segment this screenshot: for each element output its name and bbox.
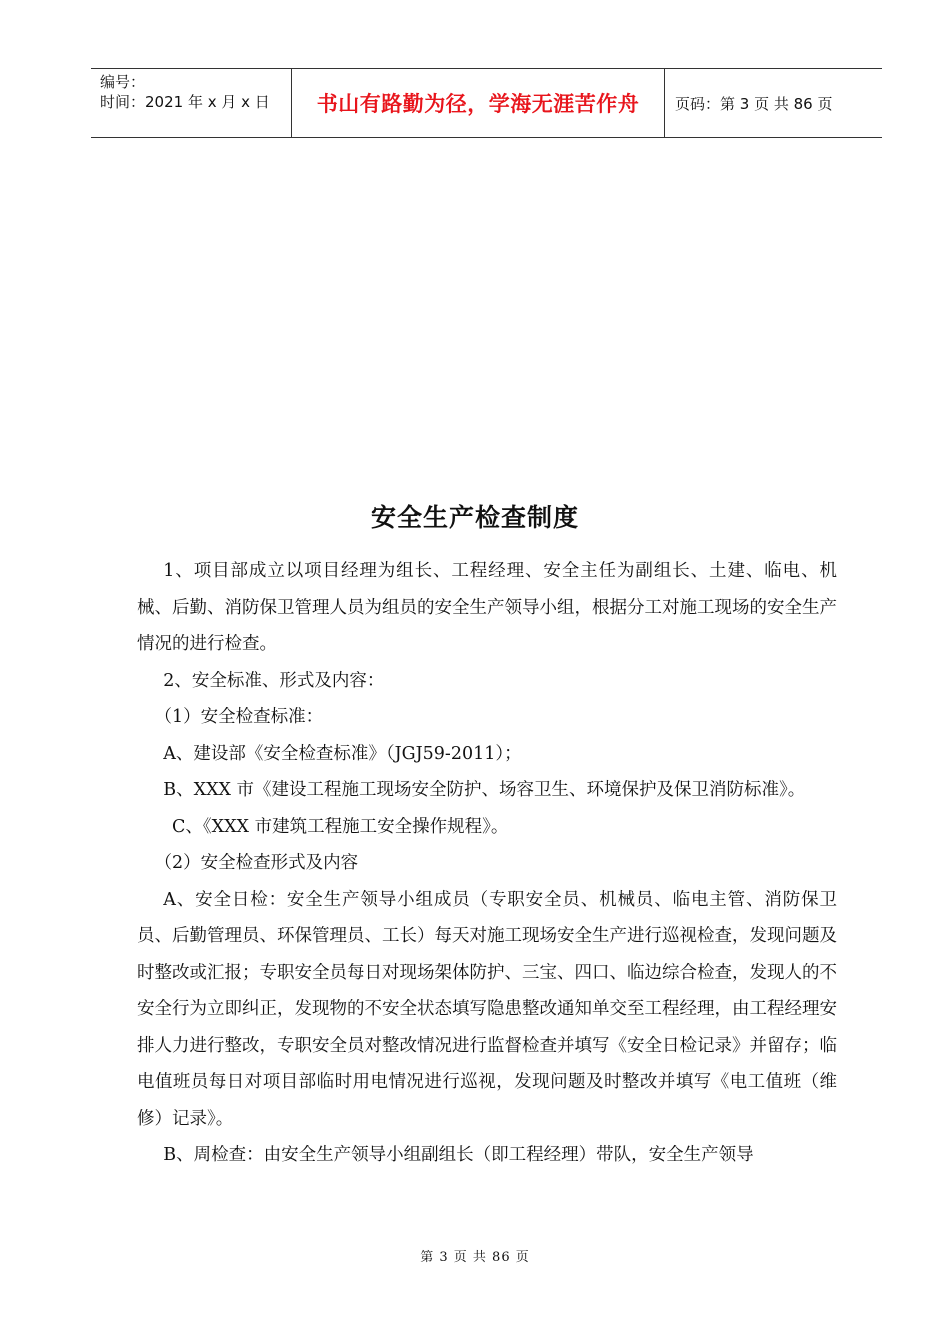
header-motto: 书山有路勤为径，学海无涯苦作舟 — [292, 69, 665, 137]
page-header — [91, 68, 882, 138]
paragraph: 2、安全标准、形式及内容： — [163, 670, 385, 691]
paragraph: B、周检查：由安全生产领导小组副组长（即工程经理）带队，安全生产领导 — [163, 1145, 754, 1165]
document-title: 安全生产检查制度 — [370, 503, 579, 532]
page-footer: 第 3 页 共 86 页 — [420, 1250, 530, 1265]
paragraph: A、安全日检：安全生产领导小组成员（专职安全员、机械员、临电主管、消防保卫员、后勤管理员、环保管理员、工长）每天对施工现场安全生产进行巡视检查，发现问题及时整改或汇报；专职安全员每日对现场架体防护、三宝、四口、临边综合检查，发现人的不安全行为立即纠正，发现物的不安全状态填写隐患整改通知单交至工程经理，由工程经理安排人力进行整改，专职安全员对整改情况进行监督检查并填写《安全日检记录》并留存；临电值班员每日对项目部临时用电情况进行巡视，发现问题及时整改并填写《电工值班（维修）记录》。 — [137, 889, 837, 1129]
time-label: 时间：2021 年 x 月 x 日 — [100, 93, 270, 111]
paragraph: 1、项目部成立以项目经理为组长、工程经理、安全主任为副组长、土建、临电、机械、后勤、消防保卫管理人员为组员的安全生产领导小组，根据分工对施工现场的安全生产情况的进行检查。 — [137, 561, 837, 654]
paragraph: B、XXX 市《建设工程施工现场安全防护、场容卫生、环境保护及保卫消防标准》。 — [163, 780, 806, 800]
paragraph: （2）安全检查形式及内容 — [154, 853, 359, 873]
header-meta — [91, 69, 292, 137]
document-body — [137, 553, 837, 1174]
paragraph: （1）安全检查标准： — [154, 707, 324, 727]
paragraph: A、建设部《安全检查标准》（JGJ59-2011）； — [163, 743, 522, 764]
number-label: 编号： — [100, 73, 146, 91]
paragraph: C、《XXX 市建筑工程施工安全操作规程》。 — [172, 816, 509, 837]
header-page-info: 页码：第 3 页 共 86 页 — [675, 94, 833, 113]
